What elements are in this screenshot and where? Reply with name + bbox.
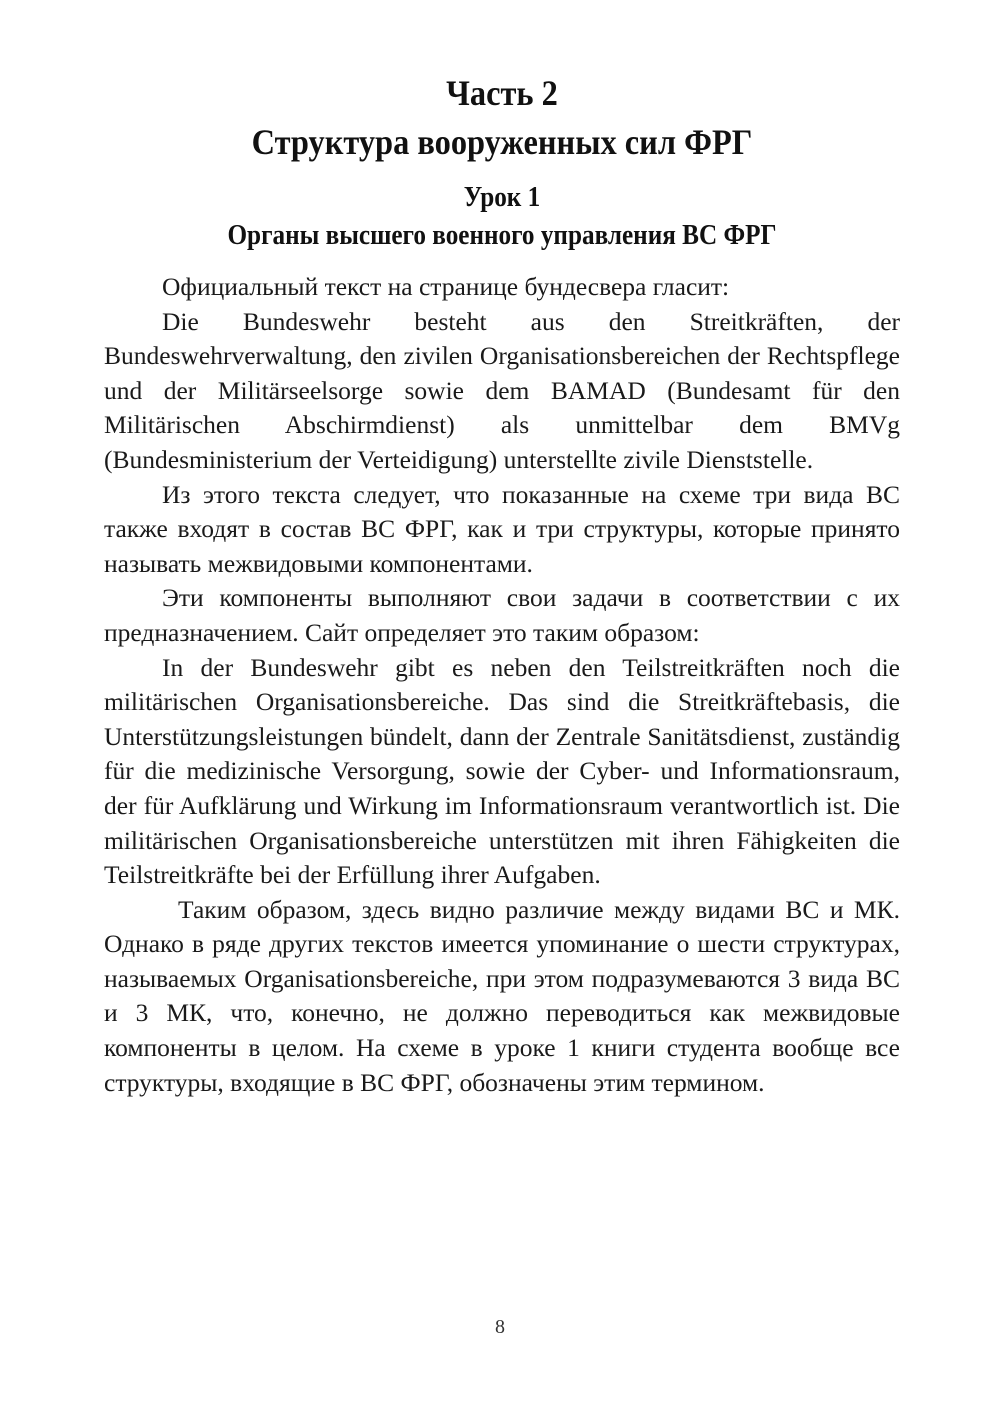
- body-text: [104, 270, 900, 1100]
- paragraph-german-quote-2: In der Bundeswehr gibt es neben den Teilstreitkräften noch die militärischen Organisationsbereiche. Das sind die Streitkräftebasis, die Unterstützungsleistungen bündelt, dann der Zentrale Sanitätsdienst, zuständig für die medizinische Versorgung, sowie der Cyber- und Informationsraum, der für Aufklärung und Wirkung im Informationsraum verantwortlich ist. Die militärischen Organisationsbereiche unterstützen mit ihren Fähigkeiten die Teilstreitkräfte bei der Erfüllung ihrer Aufgaben.: [104, 652, 900, 890]
- page-number: 8: [495, 1316, 505, 1338]
- paragraph-german-quote-1: Die Bundeswehr besteht aus den Streitkräften, der Bundeswehrverwaltung, den zivilen Organisationsbereichen der Rechtspflege und der Militärseelsorge sowie dem BAMAD (Bundesamt für den Militärischen Abschirmdienst) als unmittelbar dem BMVg (Bundesministerium der Verteidigung) unterstellte zivile Dienststelle.: [104, 306, 900, 474]
- page-content: [104, 70, 900, 1100]
- paragraph-components: Эти компоненты выполняют свои задачи в соответствии с их предназначением. Сайт определяет это таким образом:: [104, 583, 900, 647]
- paragraph-conclusion-1: Из этого текста следует, что показанные на схеме три вида ВС также входят в состав ВС ФРГ, как и три структуры, которые принято называть межвидовыми компонентами.: [104, 479, 900, 578]
- paragraph-intro: Официальный текст на странице бундесвера гласит:: [162, 272, 730, 301]
- paragraph-conclusion-2: Таким образом, здесь видно различие между видами ВС и МК. Однако в ряде других текстов имеется упоминание о шести структурах, называемых Organisationsbereiche, при этом подразумеваются 3 вида ВС и 3 МК, что, конечно, не должно переводиться как межвидовые компоненты в целом. На схеме в уроке 1 книги студента вообще все структуры, входящие в ВС ФРГ, обозначены этим термином.: [104, 894, 900, 1097]
- lesson-title: Урок 1: [463, 182, 541, 213]
- part-title: Часть 2: [446, 73, 558, 113]
- part-subtitle: Структура вооруженных сил ФРГ: [251, 122, 753, 162]
- lesson-subtitle: Органы высшего военного управления ВС ФРГ: [227, 220, 777, 251]
